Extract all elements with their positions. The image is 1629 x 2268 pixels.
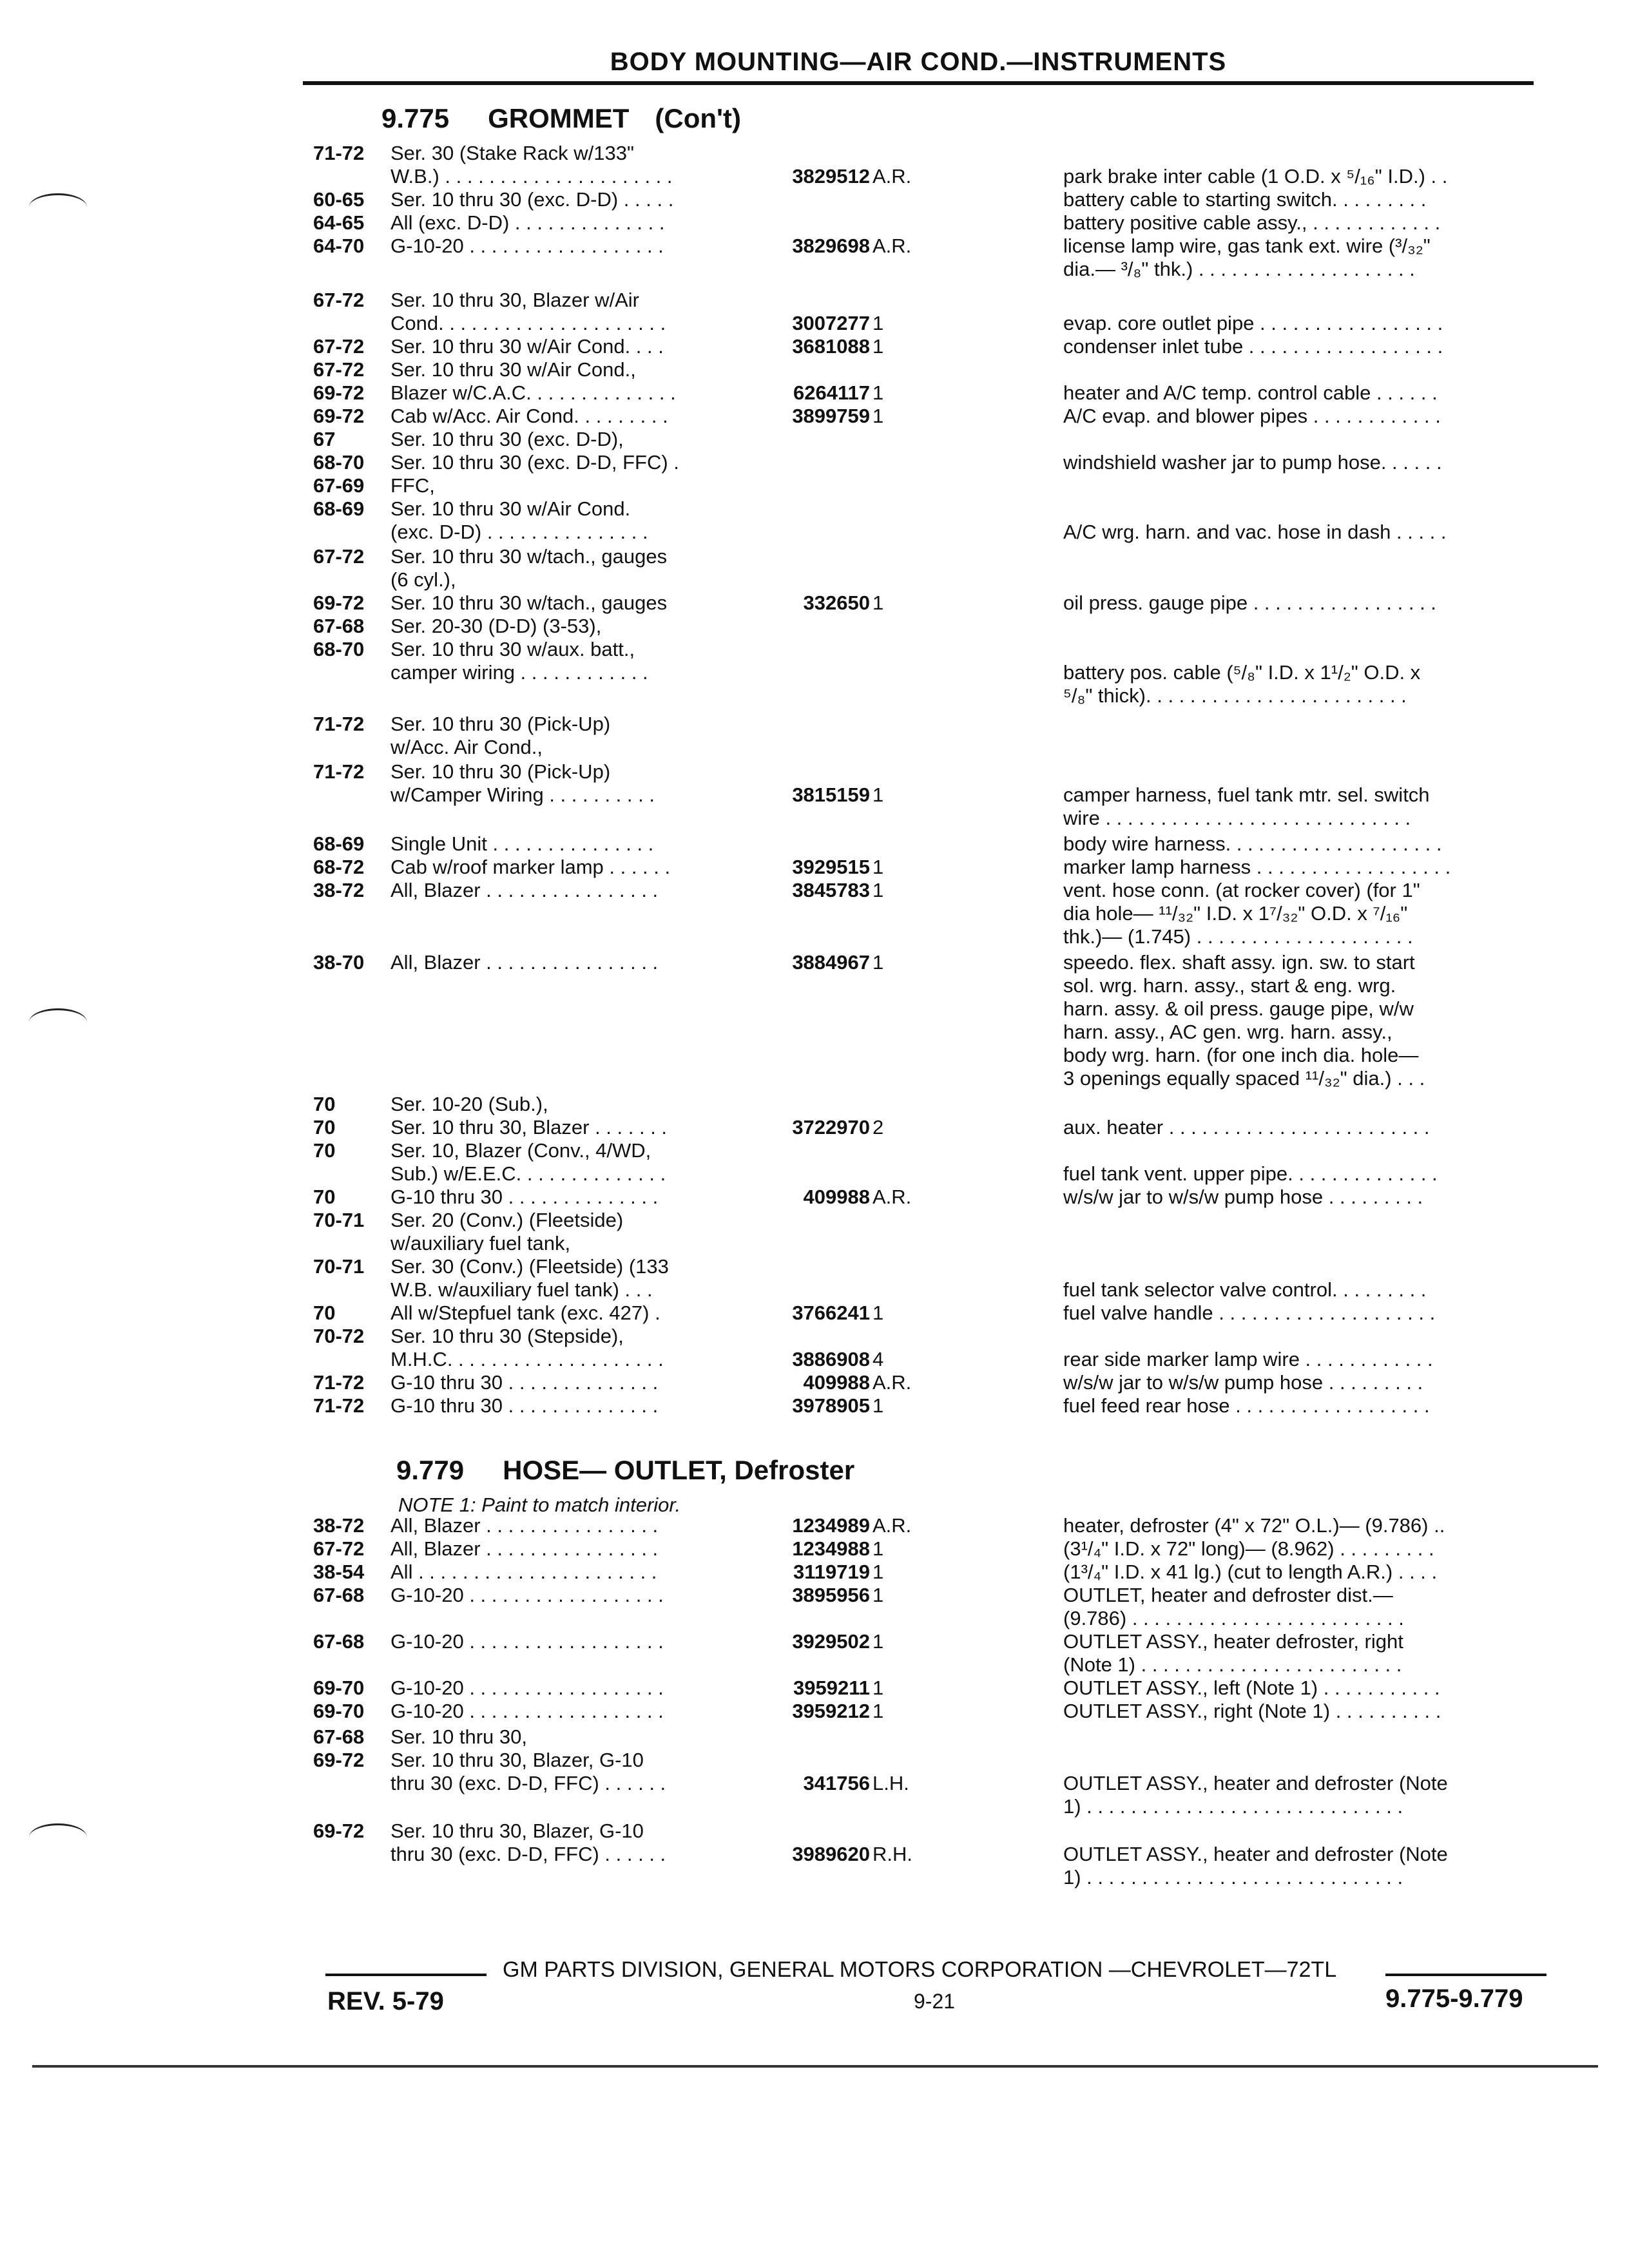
header-rule [303, 81, 1534, 85]
part-number: 3845783 [792, 879, 870, 901]
model-years: 71-72 [313, 713, 365, 735]
quantity: 2 [872, 1116, 884, 1139]
application-description: G-10-20 . . . . . . . . . . . . . . . . . . [390, 235, 664, 257]
model-years: 67-72 [313, 358, 365, 381]
part-usage: license lamp wire, gas tank ext. wire (³/₃₂" [1063, 235, 1431, 257]
part-number: 3681088 [792, 335, 870, 358]
application-description: All . . . . . . . . . . . . . . . . . . . . . . [390, 1561, 657, 1583]
application-description: G-10-20 . . . . . . . . . . . . . . . . . . [390, 1677, 664, 1699]
quantity: 1 [872, 1561, 884, 1583]
model-years: 71-72 [313, 760, 365, 783]
part-usage: w/s/w jar to w/s/w pump hose . . . . . . . . . [1063, 1186, 1423, 1208]
footer-rule-left [325, 1974, 487, 1976]
application-description: G-10 thru 30 . . . . . . . . . . . . . . [390, 1371, 659, 1394]
application-description: All (exc. D-D) . . . . . . . . . . . . . . [390, 211, 665, 234]
model-years: 69-72 [313, 1749, 365, 1771]
model-years: 70 [313, 1302, 336, 1324]
application-description: G-10-20 . . . . . . . . . . . . . . . . . . [390, 1630, 664, 1653]
part-usage: park brake inter cable (1 O.D. x ⁵/₁₆" I.D.) . . [1063, 165, 1448, 187]
quantity: 1 [872, 335, 884, 358]
quantity: 1 [872, 405, 884, 427]
part-usage: windshield washer jar to pump hose. . . . . . [1063, 451, 1442, 474]
part-usage: camper harness, fuel tank mtr. sel. switch [1063, 783, 1430, 806]
model-years: 69-70 [313, 1677, 365, 1699]
application-description: Single Unit . . . . . . . . . . . . . . . [390, 832, 654, 855]
model-years: 71-72 [313, 142, 365, 164]
model-years: 60-65 [313, 188, 365, 211]
punch-hole-mark [29, 193, 87, 221]
model-years: 68-69 [313, 832, 365, 855]
part-usage: fuel feed rear hose . . . . . . . . . . . . . . . . . . [1063, 1394, 1430, 1417]
part-number: 3829512 [792, 165, 870, 187]
part-usage: 1) . . . . . . . . . . . . . . . . . . . . . . . . . . . . . [1063, 1866, 1403, 1888]
footer-rule-right [1385, 1974, 1547, 1976]
part-usage: sol. wrg. harn. assy., start & eng. wrg. [1063, 974, 1396, 997]
part-usage: (1³/₄" I.D. x 41 lg.) (cut to length A.R.) . . . . [1063, 1561, 1438, 1583]
part-usage: battery positive cable assy., . . . . . . . . . . . . [1063, 211, 1441, 234]
model-years: 67-68 [313, 615, 365, 637]
model-years: 70-71 [313, 1255, 365, 1278]
application-description: Ser. 10 thru 30 (Stepside), [390, 1325, 624, 1347]
part-usage: aux. heater . . . . . . . . . . . . . . . . . . . . . . . . [1063, 1116, 1430, 1139]
punch-hole-mark [29, 1823, 87, 1851]
application-description: (exc. D-D) . . . . . . . . . . . . . . . [390, 521, 648, 543]
application-description: M.H.C. . . . . . . . . . . . . . . . . . . . [390, 1348, 664, 1370]
quantity: 1 [872, 1394, 884, 1417]
part-usage: evap. core outlet pipe . . . . . . . . . . . . . . . . . [1063, 312, 1443, 334]
part-usage: vent. hose conn. (at rocker cover) (for 1" [1063, 879, 1420, 901]
application-description: All, Blazer . . . . . . . . . . . . . . . . [390, 879, 659, 901]
part-number: 3895956 [792, 1584, 870, 1606]
application-description: G-10-20 . . . . . . . . . . . . . . . . . . [390, 1584, 664, 1606]
part-number: 3899759 [792, 405, 870, 427]
footer-revision: REV. 5-79 [327, 1987, 444, 2015]
quantity: 1 [872, 1537, 884, 1560]
application-description: Ser. 10, Blazer (Conv., 4/WD, [390, 1139, 651, 1162]
part-usage: w/s/w jar to w/s/w pump hose . . . . . . . . . [1063, 1371, 1423, 1394]
application-description: Ser. 10 thru 30, Blazer . . . . . . . [390, 1116, 668, 1139]
part-usage: 3 openings equally spaced ¹¹/₃₂" dia.) . . . [1063, 1067, 1425, 1090]
application-description: All, Blazer . . . . . . . . . . . . . . . . [390, 951, 659, 974]
application-description: All, Blazer . . . . . . . . . . . . . . . . [390, 1537, 659, 1560]
quantity: A.R. [872, 235, 912, 257]
quantity: 1 [872, 591, 884, 614]
quantity: 1 [872, 1677, 884, 1699]
model-years: 67-72 [313, 335, 365, 358]
model-years: 67-72 [313, 1537, 365, 1560]
application-description: Ser. 30 (Conv.) (Fleetside) (133 [390, 1255, 669, 1278]
application-description: w/Camper Wiring . . . . . . . . . . [390, 783, 655, 806]
part-usage: A/C evap. and blower pipes . . . . . . . . . . . . [1063, 405, 1441, 427]
quantity: 1 [872, 312, 884, 334]
part-number: 332650 [803, 591, 870, 614]
application-description: Ser. 10 thru 30 (exc. D-D), [390, 428, 624, 450]
quantity: A.R. [872, 1371, 912, 1394]
quantity: R.H. [872, 1843, 912, 1865]
model-years: 64-70 [313, 235, 365, 257]
application-description: G-10-20 . . . . . . . . . . . . . . . . . . [390, 1700, 664, 1722]
part-usage: heater and A/C temp. control cable . . . . . . [1063, 381, 1438, 404]
application-description: w/auxiliary fuel tank, [390, 1232, 571, 1254]
application-description: thru 30 (exc. D-D, FFC) . . . . . . [390, 1772, 666, 1794]
part-usage: A/C wrg. harn. and vac. hose in dash . . . . . [1063, 521, 1447, 543]
page-header [303, 48, 1534, 86]
part-usage: OUTLET ASSY., heater defroster, right [1063, 1630, 1403, 1653]
part-usage: fuel tank vent. upper pipe. . . . . . . . . . . . . . [1063, 1162, 1438, 1185]
part-usage: dia hole— ¹¹/₃₂" I.D. x 1⁷/₃₂" O.D. x ⁷/₁₆" [1063, 902, 1408, 925]
section-extra: (Con't) [655, 103, 742, 133]
part-number: 3886908 [792, 1348, 870, 1370]
model-years: 70-71 [313, 1209, 365, 1231]
part-usage: wire . . . . . . . . . . . . . . . . . . . . . . . . . . . . [1063, 807, 1411, 829]
application-description: G-10 thru 30 . . . . . . . . . . . . . . [390, 1394, 659, 1417]
part-usage: heater, defroster (4" x 72" O.L.)— (9.786) .. [1063, 1514, 1445, 1537]
part-number: 3119719 [793, 1561, 870, 1583]
footer-corporation: GM PARTS DIVISION, GENERAL MOTORS CORPORATION —CHEVROLET—72TL [503, 1957, 1337, 1982]
model-years: 69-72 [313, 381, 365, 404]
part-usage: ⁵/₈" thick). . . . . . . . . . . . . . . . . . . . . . . . [1063, 684, 1407, 707]
application-description: Ser. 10 thru 30 (exc. D-D) . . . . . [390, 188, 674, 211]
part-usage: (3¹/₄" I.D. x 72" long)— (8.962) . . . . . . . . . [1063, 1537, 1434, 1560]
part-number: 3007277 [792, 312, 870, 334]
application-description: W.B. w/auxiliary fuel tank) . . . [390, 1278, 653, 1301]
part-number: 409988 [803, 1371, 870, 1394]
part-usage: speedo. flex. shaft assy. ign. sw. to start [1063, 951, 1415, 974]
part-usage: battery pos. cable (⁵/₈" I.D. x 1¹/₂" O.D. x [1063, 661, 1421, 684]
quantity: A.R. [872, 1186, 912, 1208]
part-number: 1234988 [792, 1537, 870, 1560]
quantity: 1 [872, 1584, 884, 1606]
model-years: 68-70 [313, 638, 365, 660]
application-description: Ser. 10 thru 30, Blazer w/Air [390, 289, 639, 311]
application-description: Ser. 10 thru 30 w/Air Cond. [390, 497, 631, 520]
application-description: Ser. 10 thru 30 w/Air Cond., [390, 358, 636, 381]
part-usage: body wrg. harn. (for one inch dia. hole— [1063, 1044, 1419, 1066]
model-years: 70 [313, 1139, 336, 1162]
quantity: 1 [872, 879, 884, 901]
section-note: NOTE 1: Paint to match interior. [398, 1494, 681, 1516]
model-years: 38-70 [313, 951, 365, 974]
part-number: 1234989 [792, 1514, 870, 1537]
part-number: 341756 [803, 1772, 870, 1794]
model-years: 69-72 [313, 405, 365, 427]
model-years: 67 [313, 428, 336, 450]
part-usage: battery cable to starting switch. . . . . . . . . [1063, 188, 1427, 211]
application-description: Sub.) w/E.E.C. . . . . . . . . . . . . . [390, 1162, 666, 1185]
part-number: 3829698 [792, 235, 870, 257]
part-usage: body wire harness. . . . . . . . . . . . . . . . . . . . [1063, 832, 1442, 855]
application-description: W.B.) . . . . . . . . . . . . . . . . . . . . . [390, 165, 673, 187]
part-number: 409988 [803, 1186, 870, 1208]
quantity: 4 [872, 1348, 884, 1370]
application-description: Ser. 10 thru 30 w/aux. batt., [390, 638, 635, 660]
section-title-hose-outlet [396, 1455, 854, 1486]
application-description: Blazer w/C.A.C. . . . . . . . . . . . . . [390, 381, 676, 404]
model-years: 70 [313, 1186, 336, 1208]
part-usage: OUTLET ASSY., heater and defroster (Note [1063, 1843, 1448, 1865]
application-description: Ser. 10 thru 30, Blazer, G-10 [390, 1749, 644, 1771]
section-name: HOSE— OUTLET, Defroster [503, 1455, 855, 1485]
part-number: 6264117 [793, 381, 870, 404]
bottom-rule [32, 2065, 1598, 2068]
application-description: Ser. 10 thru 30, Blazer, G-10 [390, 1820, 644, 1842]
part-usage: harn. assy. & oil press. gauge pipe, w/w [1063, 997, 1414, 1020]
model-years: 70 [313, 1116, 336, 1139]
part-usage: thk.)— (1.745) . . . . . . . . . . . . . . . . . . . . [1063, 925, 1413, 948]
application-description: All, Blazer . . . . . . . . . . . . . . . . [390, 1514, 659, 1537]
part-number: 3959211 [793, 1677, 870, 1699]
part-usage: (9.786) . . . . . . . . . . . . . . . . . . . . . . . . . [1063, 1607, 1404, 1629]
application-description: Ser. 10 thru 30 w/tach., gauges [390, 545, 668, 568]
model-years: 67-68 [313, 1630, 365, 1653]
quantity: 1 [872, 381, 884, 404]
part-number: 3884967 [792, 951, 870, 974]
part-number: 3989620 [792, 1843, 870, 1865]
quantity: L.H. [872, 1772, 909, 1794]
part-usage: fuel valve handle . . . . . . . . . . . . . . . . . . . . [1063, 1302, 1436, 1324]
application-description: Cab w/roof marker lamp . . . . . . [390, 856, 671, 878]
section-number: 9.779 [396, 1455, 465, 1485]
part-number: 3766241 [792, 1302, 870, 1324]
model-years: 70-72 [313, 1325, 365, 1347]
part-usage: condenser inlet tube . . . . . . . . . . . . . . . . . . [1063, 335, 1443, 358]
quantity: 1 [872, 951, 884, 974]
application-description: Ser. 20 (Conv.) (Fleetside) [390, 1209, 624, 1231]
application-description: Ser. 10 thru 30 w/tach., gauges [390, 591, 668, 614]
footer-page-number: 9-21 [914, 1990, 956, 2013]
part-usage: harn. assy., AC gen. wrg. harn. assy., [1063, 1021, 1393, 1043]
application-description: w/Acc. Air Cond., [390, 736, 543, 758]
part-number: 3959212 [792, 1700, 870, 1722]
model-years: 69-72 [313, 591, 365, 614]
quantity: A.R. [872, 165, 912, 187]
model-years: 68-70 [313, 451, 365, 474]
application-description: Ser. 30 (Stake Rack w/133" [390, 142, 635, 164]
model-years: 69-72 [313, 1820, 365, 1842]
application-description: thru 30 (exc. D-D, FFC) . . . . . . [390, 1843, 666, 1865]
part-number: 3815159 [792, 783, 870, 806]
quantity: A.R. [872, 1514, 912, 1537]
quantity: 1 [872, 1302, 884, 1324]
application-description: All w/Stepfuel tank (exc. 427) . [390, 1302, 660, 1324]
application-description: Ser. 10 thru 30 (Pick-Up) [390, 760, 611, 783]
application-description: G-10 thru 30 . . . . . . . . . . . . . . [390, 1186, 659, 1208]
model-years: 67-72 [313, 545, 365, 568]
part-usage: OUTLET ASSY., heater and defroster (Note [1063, 1772, 1448, 1794]
application-description: Ser. 10 thru 30 w/Air Cond. . . . [390, 335, 664, 358]
section-number: 9.775 [381, 103, 450, 133]
model-years: 64-65 [313, 211, 365, 234]
model-years: 67-68 [313, 1584, 365, 1606]
part-number: 3722970 [792, 1116, 870, 1139]
section-title-grommet [381, 103, 741, 134]
model-years: 38-72 [313, 879, 365, 901]
application-description: camper wiring . . . . . . . . . . . . [390, 661, 648, 684]
model-years: 67-72 [313, 289, 365, 311]
part-usage: rear side marker lamp wire . . . . . . . . . . . . [1063, 1348, 1433, 1370]
quantity: 1 [872, 783, 884, 806]
page-title: BODY MOUNTING—AIR COND.—INSTRUMENTS [610, 48, 1227, 76]
application-description: Ser. 10-20 (Sub.), [390, 1093, 548, 1115]
part-usage: OUTLET ASSY., left (Note 1) . . . . . . . . . . . [1063, 1677, 1440, 1699]
part-usage: marker lamp harness . . . . . . . . . . . . . . . . . . [1063, 856, 1451, 878]
application-description: (6 cyl.), [390, 568, 456, 591]
application-description: Ser. 10 thru 30, [390, 1725, 527, 1748]
application-description: Ser. 20-30 (D-D) (3-53), [390, 615, 602, 637]
model-years: 38-54 [313, 1561, 365, 1583]
model-years: 71-72 [313, 1371, 365, 1394]
part-usage: dia.— ³/₈" thk.) . . . . . . . . . . . . . . . . . . . . [1063, 258, 1415, 280]
model-years: 38-72 [313, 1514, 365, 1537]
part-usage: 1) . . . . . . . . . . . . . . . . . . . . . . . . . . . . . [1063, 1795, 1403, 1818]
model-years: 67-68 [313, 1725, 365, 1748]
part-usage: (Note 1) . . . . . . . . . . . . . . . . . . . . . . . . [1063, 1653, 1402, 1676]
part-number: 3978905 [792, 1394, 870, 1417]
punch-hole-mark [29, 1008, 87, 1036]
model-years: 68-69 [313, 497, 365, 520]
quantity: 1 [872, 1700, 884, 1722]
part-usage: OUTLET ASSY., right (Note 1) . . . . . . . . . . [1063, 1700, 1441, 1722]
footer-section-range: 9.775-9.779 [1385, 1984, 1523, 2013]
application-description: FFC, [390, 474, 435, 497]
quantity: 1 [872, 1630, 884, 1653]
part-number: 3929502 [792, 1630, 870, 1653]
application-description: Ser. 10 thru 30 (exc. D-D, FFC) . [390, 451, 679, 474]
section-name: GROMMET [488, 103, 630, 133]
model-years: 67-69 [313, 474, 365, 497]
part-usage: OUTLET, heater and defroster dist.— [1063, 1584, 1393, 1606]
model-years: 69-70 [313, 1700, 365, 1722]
model-years: 71-72 [313, 1394, 365, 1417]
application-description: Cab w/Acc. Air Cond. . . . . . . . . [390, 405, 668, 427]
application-description: Ser. 10 thru 30 (Pick-Up) [390, 713, 611, 735]
model-years: 68-72 [313, 856, 365, 878]
part-usage: oil press. gauge pipe . . . . . . . . . . . . . . . . . [1063, 591, 1436, 614]
part-usage: fuel tank selector valve control. . . . . . . . . [1063, 1278, 1427, 1301]
application-description: Cond. . . . . . . . . . . . . . . . . . . . . [390, 312, 666, 334]
part-number: 3929515 [792, 856, 870, 878]
model-years: 70 [313, 1093, 336, 1115]
quantity: 1 [872, 856, 884, 878]
